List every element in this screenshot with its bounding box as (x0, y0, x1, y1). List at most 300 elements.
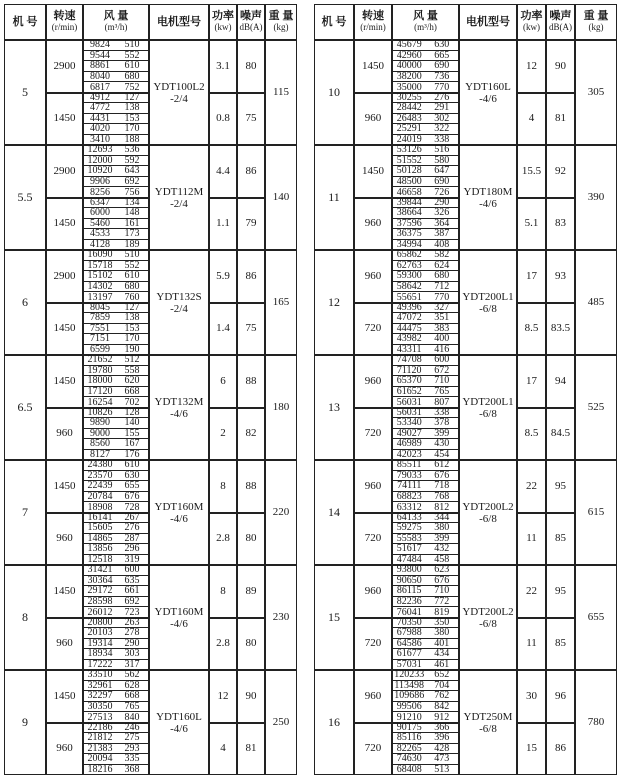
flow-value: 4128 (90, 239, 110, 251)
flow-pressure-row (84, 765, 148, 776)
pressure-value: 807 (434, 396, 450, 408)
flow-pressure-row (393, 397, 458, 408)
flow-value: 4772 (90, 102, 110, 114)
pressure-value: 668 (124, 690, 140, 702)
power-value: 8.5 (517, 303, 546, 356)
flow-pressure-row (393, 418, 458, 429)
pressure-value: 400 (434, 333, 450, 345)
noise-value: 90 (546, 40, 575, 93)
pressure-value: 643 (124, 165, 140, 177)
speed-value: 1450 (46, 355, 83, 408)
pressure-value: 842 (434, 700, 450, 712)
pressure-value: 128 (124, 406, 140, 418)
pressure-value: 430 (434, 438, 450, 450)
pressure-value: 161 (124, 217, 140, 229)
flow-value: 47072 (396, 312, 422, 324)
flow-value: 55651 (396, 291, 422, 303)
speed-value: 960 (354, 93, 392, 146)
pressure-value: 516 (434, 144, 450, 156)
flow-value: 32297 (87, 690, 113, 702)
pressure-value: 676 (434, 574, 450, 586)
pressure-value: 267 (124, 511, 140, 523)
header-motor (149, 4, 209, 40)
flow-value: 70350 (396, 616, 422, 628)
motor-model: YDT160M -4/6 (149, 565, 209, 670)
pressure-value: 710 (434, 375, 450, 387)
pressure-value: 655 (124, 480, 140, 492)
flow-pressure-row (84, 712, 148, 723)
pressure-value: 635 (124, 574, 140, 586)
power-value: 3.1 (209, 40, 237, 93)
flow-value: 6000 (90, 207, 110, 219)
flow-value: 17222 (87, 659, 113, 671)
flow-pressure-row (393, 334, 458, 345)
flow-pressure-row (393, 124, 458, 135)
flow-value: 85116 (396, 732, 422, 744)
flow-value: 56031 (396, 396, 422, 408)
speed-value: 960 (46, 618, 83, 671)
flow-value: 42023 (396, 449, 422, 461)
pressure-value: 582 (434, 249, 450, 261)
pressure-value: 770 (434, 291, 450, 303)
flow-pressure-row (84, 103, 148, 114)
flow-value: 10920 (87, 165, 113, 177)
flow-value: 82236 (396, 595, 422, 607)
flow-pressure-row (393, 439, 458, 450)
flow-value: 68823 (396, 490, 422, 502)
flow-value: 74111 (397, 480, 422, 492)
flow-value: 20800 (87, 616, 113, 628)
flow-value: 14302 (87, 280, 113, 292)
pressure-value: 723 (124, 606, 140, 618)
pressure-value: 812 (434, 501, 450, 513)
motor-model: YDT160M -4/6 (149, 460, 209, 565)
pressure-value: 770 (434, 81, 450, 93)
flow-value: 16141 (87, 511, 113, 523)
pressure-value: 756 (124, 186, 140, 198)
pressure-value: 680 (124, 280, 140, 292)
power-value: 22 (517, 460, 546, 513)
flow-pressure-row (84, 691, 148, 702)
speed-value: 720 (354, 513, 392, 566)
flow-value: 7551 (90, 322, 110, 334)
speed-value: 1450 (46, 565, 83, 618)
flow-pressure-row (84, 628, 148, 639)
flow-pressure-row (84, 586, 148, 597)
header-motor-label: 电机型号 (466, 15, 510, 28)
flow-value: 86115 (396, 585, 422, 597)
flow-pressure-row (84, 544, 148, 555)
header-power-unit: (kw) (214, 22, 232, 32)
pressure-value: 680 (434, 270, 450, 282)
flow-value: 20103 (87, 627, 113, 639)
flow-pressure-row (84, 271, 148, 282)
flow-value: 7151 (90, 333, 110, 345)
weight-value: 485 (575, 250, 617, 355)
header-weight-unit: (kg) (273, 22, 289, 32)
noise-value: 89 (237, 565, 265, 618)
pressure-value: 661 (124, 585, 140, 597)
header-no (4, 4, 46, 40)
power-value: 4 (517, 93, 546, 146)
pressure-value: 676 (124, 490, 140, 502)
motor-model: YDT200L2 -6/8 (459, 460, 517, 565)
pressure-value: 461 (434, 659, 450, 671)
flow-pressure-row (84, 82, 148, 93)
pressure-value: 170 (124, 123, 140, 135)
flow-value: 19780 (87, 364, 113, 376)
noise-value: 95 (546, 565, 575, 618)
power-value: 4 (209, 723, 237, 776)
header-weight-label: 重 量 (583, 10, 609, 22)
flow-pressure-row (393, 229, 458, 240)
header-flow-unit: (m³/h) (414, 22, 437, 32)
flow-pressure-row (84, 481, 148, 492)
flow-value: 12000 (87, 154, 113, 166)
machine-number: 8 (4, 565, 46, 670)
header-speed-unit: (r/min) (51, 22, 78, 32)
pressure-value: 335 (124, 753, 140, 765)
flow-value: 58642 (396, 280, 422, 292)
header-weight (575, 4, 617, 40)
noise-value: 81 (237, 723, 265, 776)
header-speed (354, 4, 392, 40)
flow-value: 10826 (87, 406, 113, 418)
pressure-value: 630 (124, 469, 140, 481)
pressure-value: 672 (434, 364, 450, 376)
flow-value: 18908 (87, 501, 113, 513)
power-value: 2 (209, 408, 237, 461)
speed-value: 960 (46, 513, 83, 566)
header-flow-label: 风 量 (413, 10, 438, 22)
flow-value: 85511 (396, 459, 422, 471)
speed-value: 2900 (46, 145, 83, 198)
header-no-label: 机 号 (12, 15, 38, 28)
pressure-value: 344 (434, 511, 450, 523)
flow-value: 24380 (87, 459, 113, 471)
pressure-value: 765 (124, 700, 140, 712)
machine-number: 13 (314, 355, 354, 460)
flow-value: 71120 (396, 364, 422, 376)
flow-value: 99506 (396, 700, 422, 712)
pressure-value: 712 (434, 280, 450, 292)
pressure-value: 762 (434, 690, 450, 702)
power-value: 5.1 (517, 198, 546, 251)
pressure-value: 383 (434, 322, 450, 334)
speed-value: 960 (354, 355, 392, 408)
speed-value: 720 (354, 303, 392, 356)
flow-value: 18934 (87, 648, 113, 660)
flow-pressure-row (393, 544, 458, 555)
pressure-value: 138 (124, 102, 140, 114)
flow-pressure-row (393, 355, 458, 366)
flow-value: 46658 (396, 186, 422, 198)
header-motor-label: 电机型号 (157, 15, 201, 28)
machine-number: 14 (314, 460, 354, 565)
flow-value: 40000 (396, 60, 422, 72)
pressure-value: 458 (434, 554, 450, 566)
flow-value: 6817 (90, 81, 110, 93)
flow-value: 59275 (396, 522, 422, 534)
header-flow-unit: (m³/h) (104, 22, 128, 32)
pressure-value: 338 (434, 134, 450, 146)
pressure-value: 263 (124, 616, 140, 628)
flow-value: 20784 (87, 490, 113, 502)
flow-value: 30364 (87, 574, 113, 586)
flow-pressure-row (393, 754, 458, 765)
noise-value: 86 (237, 145, 265, 198)
pressure-value: 173 (124, 228, 140, 240)
flow-pressure-row (393, 72, 458, 83)
flow-value: 9906 (90, 175, 110, 187)
pressure-value: 600 (124, 564, 140, 576)
flow-value: 49027 (396, 427, 422, 439)
power-value: 6 (209, 355, 237, 408)
flow-value: 37596 (396, 217, 422, 229)
pressure-value: 580 (434, 154, 450, 166)
speed-value: 720 (354, 723, 392, 776)
power-value: 17 (517, 355, 546, 408)
pressure-value: 275 (124, 732, 140, 744)
left-fan-spec-table (4, 4, 297, 777)
machine-number: 5 (4, 40, 46, 145)
flow-pressure-row (393, 597, 458, 608)
pressure-value: 399 (434, 427, 450, 439)
machine-number: 11 (314, 145, 354, 250)
flow-value: 47484 (396, 554, 422, 566)
pressure-value: 552 (124, 49, 140, 61)
flow-pressure-row (393, 492, 458, 503)
flow-pressure-row (393, 61, 458, 72)
flow-value: 23570 (87, 469, 113, 481)
flow-pressure-row (393, 691, 458, 702)
pressure-value: 276 (124, 522, 140, 534)
flow-value: 20094 (87, 753, 113, 765)
flow-value: 12518 (87, 554, 113, 566)
flow-pressure-row (393, 765, 458, 776)
flow-value: 8560 (90, 438, 110, 450)
flow-value: 61652 (396, 385, 422, 397)
pressure-value: 364 (434, 217, 450, 229)
pressure-value: 718 (434, 480, 450, 492)
flow-pressure-row (393, 40, 458, 51)
speed-value: 960 (354, 250, 392, 303)
pressure-value: 170 (124, 333, 140, 345)
noise-value: 85 (546, 513, 575, 566)
flow-value: 46989 (396, 438, 422, 450)
pressure-value: 704 (434, 679, 450, 691)
flow-value: 55583 (396, 532, 422, 544)
flow-pressure-row (84, 523, 148, 534)
pressure-value: 326 (434, 207, 450, 219)
pressure-value: 287 (124, 532, 140, 544)
flow-pressure-row (393, 292, 458, 303)
flow-value: 30350 (87, 700, 113, 712)
power-value: 8 (209, 460, 237, 513)
pressure-value: 630 (434, 39, 450, 51)
flow-value: 64133 (396, 511, 422, 523)
flow-pressure-row (393, 649, 458, 660)
pressure-value: 127 (124, 91, 140, 103)
pressure-value: 434 (434, 648, 450, 660)
pressure-value: 510 (124, 249, 140, 261)
machine-number: 6.5 (4, 355, 46, 460)
flow-value: 6347 (90, 196, 110, 208)
flow-value: 29172 (87, 585, 113, 597)
flow-pressure-row (84, 439, 148, 450)
flow-value: 53340 (396, 417, 422, 429)
flow-value: 4431 (90, 112, 110, 124)
flow-value: 4020 (90, 123, 110, 135)
flow-value: 43982 (396, 333, 422, 345)
pressure-value: 317 (124, 659, 140, 671)
flow-value: 56031 (396, 406, 422, 418)
flow-value: 34994 (396, 239, 422, 251)
motor-model: YDT180M -4/6 (459, 145, 517, 250)
pressure-value: 612 (434, 459, 450, 471)
flow-value: 8127 (90, 449, 110, 461)
pressure-value: 387 (434, 228, 450, 240)
flow-pressure-row (84, 649, 148, 660)
flow-value: 90175 (396, 721, 422, 733)
pressure-value: 396 (434, 732, 450, 744)
header-noise (546, 4, 575, 40)
pressure-value: 510 (124, 39, 140, 51)
flow-value: 13856 (87, 543, 113, 555)
flow-value: 51617 (396, 543, 422, 555)
flow-pressure-row (84, 597, 148, 608)
pressure-value: 728 (124, 501, 140, 513)
flow-value: 76041 (396, 606, 422, 618)
flow-value: 61677 (396, 648, 422, 660)
flow-pressure-row (84, 177, 148, 188)
speed-value: 2900 (46, 40, 83, 93)
pressure-value: 610 (124, 270, 140, 282)
weight-value: 230 (265, 565, 297, 670)
pressure-value: 188 (124, 134, 140, 146)
header-noise-label: 噪声 (240, 10, 262, 22)
flow-pressure-row (393, 565, 458, 576)
flow-value: 49396 (396, 301, 422, 313)
pressure-value: 176 (124, 449, 140, 461)
pressure-value: 303 (124, 648, 140, 660)
flow-value: 90650 (396, 574, 422, 586)
flow-value: 93800 (396, 564, 422, 576)
flow-value: 64586 (396, 637, 422, 649)
flow-value: 8045 (90, 301, 110, 313)
flow-pressure-row (393, 502, 458, 513)
header-no-label: 机 号 (321, 15, 347, 28)
flow-pressure-row (84, 208, 148, 219)
flow-pressure-row (84, 145, 148, 156)
pressure-value: 726 (434, 186, 450, 198)
flow-value: 24019 (396, 134, 422, 146)
pressure-value: 610 (124, 60, 140, 72)
header-speed-unit: (r/min) (360, 22, 386, 32)
flow-pressure-row (84, 492, 148, 503)
pressure-value: 278 (124, 627, 140, 639)
motor-model: YDT100L2 -2/4 (149, 40, 209, 145)
pressure-value: 536 (124, 144, 140, 156)
machine-number: 6 (4, 250, 46, 355)
pressure-value: 760 (124, 291, 140, 303)
header-noise-unit: dB(A) (549, 22, 572, 32)
noise-value: 82 (237, 408, 265, 461)
speed-value: 1450 (354, 145, 392, 198)
pressure-value: 246 (124, 721, 140, 733)
pressure-value: 291 (434, 102, 450, 114)
flow-value: 26483 (396, 112, 422, 124)
pressure-value: 692 (124, 595, 140, 607)
flow-pressure-row (393, 145, 458, 156)
speed-value: 720 (354, 618, 392, 671)
flow-pressure-row (84, 313, 148, 324)
flow-value: 9824 (90, 39, 110, 51)
flow-pressure-row (393, 103, 458, 114)
pressure-value: 454 (434, 449, 450, 461)
flow-value: 79033 (396, 469, 422, 481)
machine-number: 15 (314, 565, 354, 670)
pressure-value: 736 (434, 70, 450, 82)
noise-value: 88 (237, 355, 265, 408)
flow-value: 68408 (396, 764, 422, 776)
flow-value: 22186 (87, 721, 113, 733)
pressure-value: 552 (124, 259, 140, 271)
noise-value: 83 (546, 198, 575, 251)
power-value: 11 (517, 513, 546, 566)
flow-value: 19314 (87, 637, 113, 649)
weight-value: 780 (575, 670, 617, 775)
flow-pressure-row (393, 187, 458, 198)
motor-model: YDT132S -2/4 (149, 250, 209, 355)
motor-model: YDT200L1 -6/8 (459, 355, 517, 460)
flow-value: 14865 (87, 532, 113, 544)
flow-value: 62763 (396, 259, 422, 271)
flow-pressure-row (393, 481, 458, 492)
header-speed (46, 4, 83, 40)
motor-model: YDT250M -6/8 (459, 670, 517, 775)
flow-value: 13197 (87, 291, 113, 303)
flow-pressure-row (393, 208, 458, 219)
flow-pressure-row (393, 712, 458, 723)
pressure-value: 772 (434, 595, 450, 607)
machine-number: 16 (314, 670, 354, 775)
weight-value: 140 (265, 145, 297, 250)
pressure-value: 473 (434, 753, 450, 765)
pressure-value: 167 (124, 438, 140, 450)
pressure-value: 592 (124, 154, 140, 166)
flow-value: 21812 (87, 732, 113, 744)
noise-value: 93 (546, 250, 575, 303)
pressure-value: 351 (434, 312, 450, 324)
header-no (314, 4, 354, 40)
flow-pressure-row (84, 502, 148, 513)
flow-value: 3410 (90, 134, 110, 146)
noise-value: 80 (237, 618, 265, 671)
flow-pressure-row (84, 418, 148, 429)
weight-value: 180 (265, 355, 297, 460)
pressure-value: 327 (434, 301, 450, 313)
pressure-value: 155 (124, 427, 140, 439)
noise-value: 81 (546, 93, 575, 146)
header-noise-unit: dB(A) (239, 22, 263, 32)
flow-value: 8256 (90, 186, 110, 198)
header-flow (392, 4, 459, 40)
pressure-value: 290 (434, 196, 450, 208)
motor-model: YDT112M -2/4 (149, 145, 209, 250)
flow-value: 21652 (87, 354, 113, 366)
flow-pressure-row (84, 702, 148, 713)
